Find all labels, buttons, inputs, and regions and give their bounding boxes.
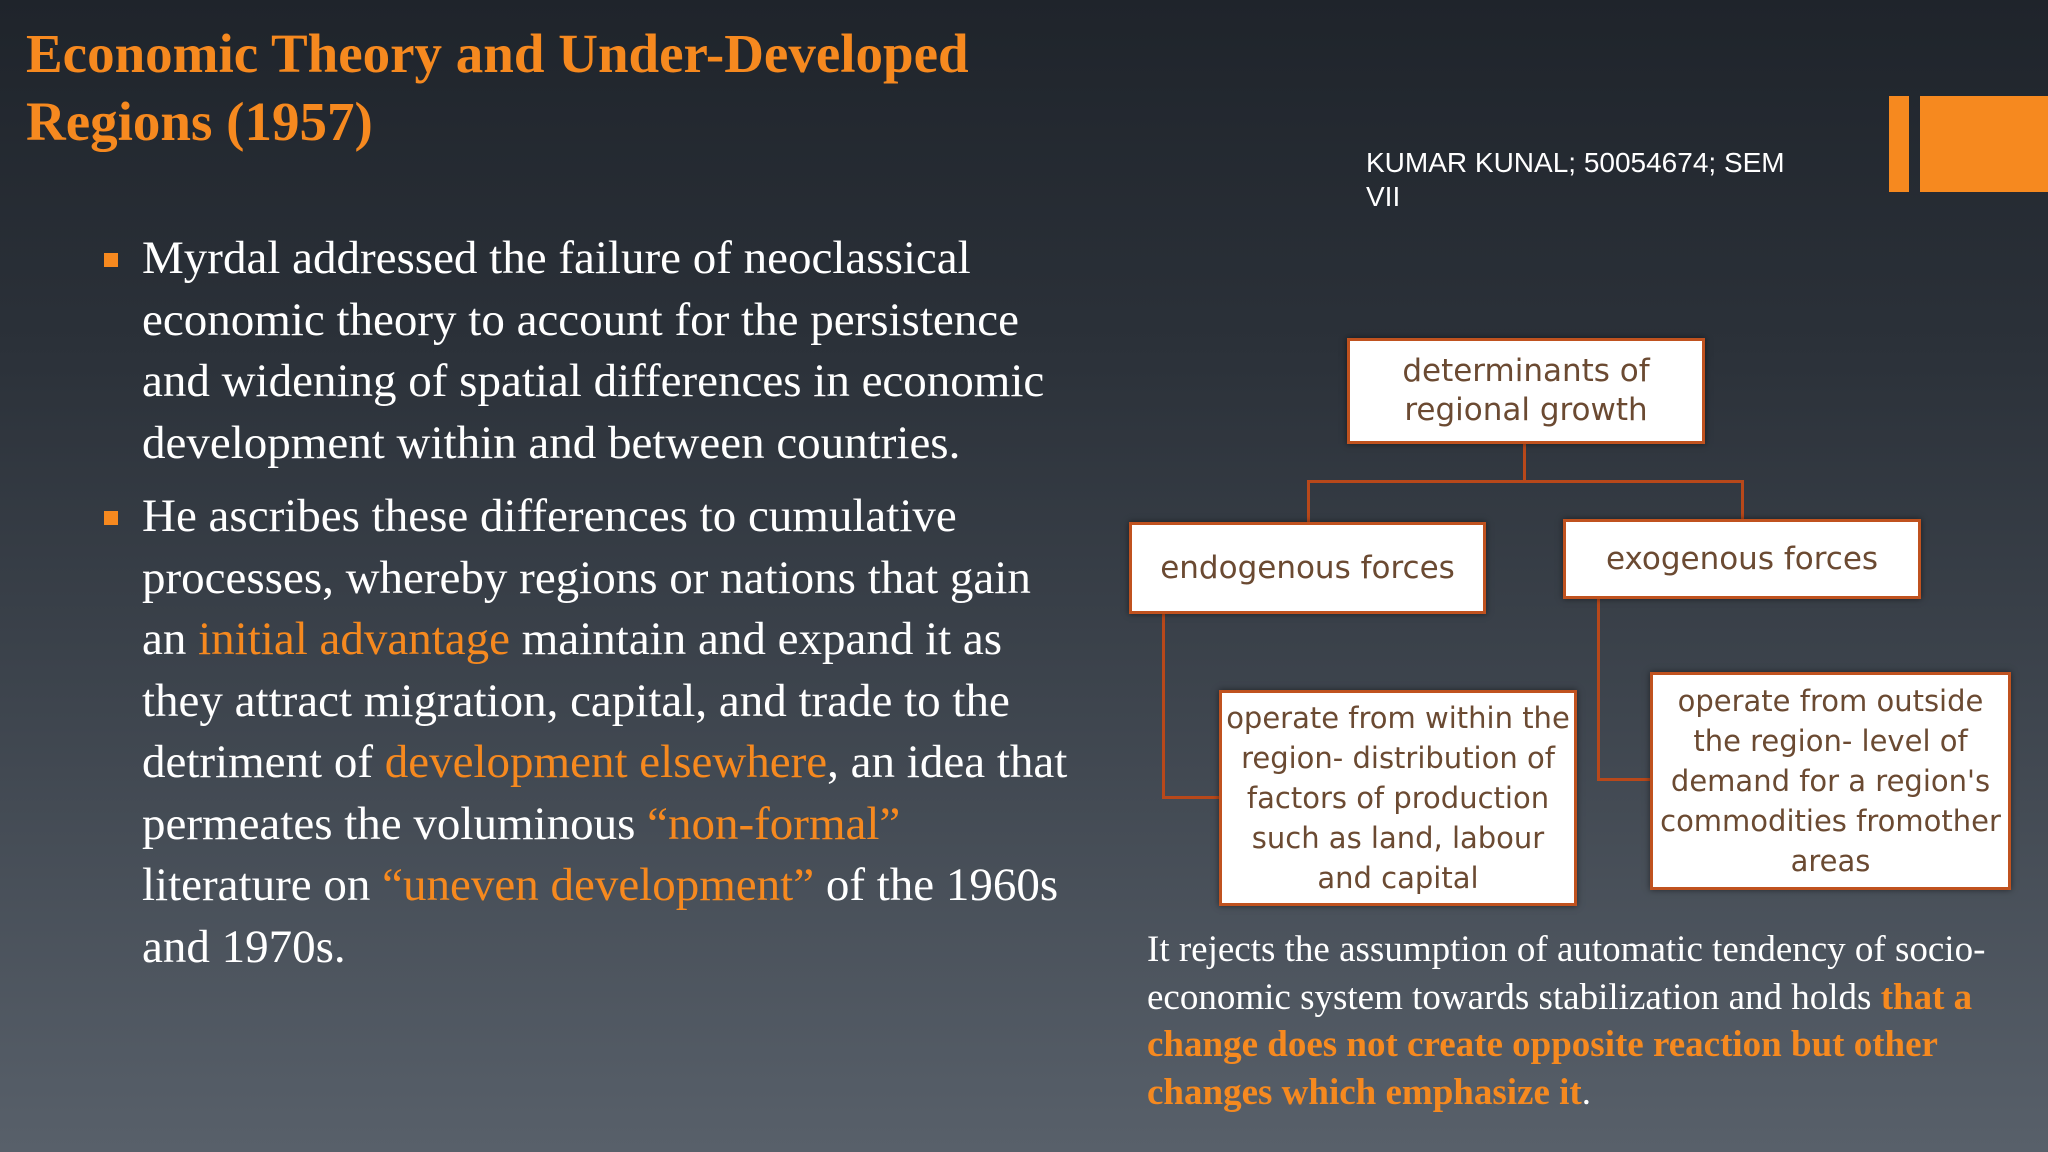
slide-title: Economic Theory and Under-Developed Regions (1957) bbox=[26, 23, 969, 152]
footer-emphasis: that a change does not create opposite reaction but other changes which emphasize it bbox=[1147, 976, 1973, 1113]
diagram-left-child-box bbox=[1219, 690, 1577, 906]
connector-right-child-horizontal bbox=[1597, 778, 1651, 781]
connector-to-right bbox=[1741, 480, 1744, 522]
accent-bar-block bbox=[1920, 96, 2048, 192]
diagram-right-box bbox=[1563, 519, 1921, 599]
highlight-text: “uneven development” bbox=[382, 859, 815, 911]
highlight-text: “non-formal” bbox=[647, 797, 901, 850]
diagram-root-label: determinants of regional growth bbox=[1402, 353, 1650, 428]
diagram-right-label: exogenous forces bbox=[1605, 541, 1879, 577]
bullet-item bbox=[100, 228, 1080, 474]
bullet-text: literature on bbox=[142, 859, 383, 911]
bullet-item bbox=[100, 486, 1080, 978]
bullet-text: Myrdal addressed the failure of neoclassical economic theory to account for the persistence and widening of spatial differences in economic development within and between countries. bbox=[142, 232, 1045, 469]
bullet-text: , an idea that permeates the voluminous bbox=[142, 736, 1068, 850]
highlight-text: development elsewhere bbox=[384, 736, 828, 788]
bullet-text: maintain and expand it as they attract migration, capital, and trade to the detriment of bbox=[142, 613, 1010, 788]
highlight-text: initial advantage bbox=[198, 613, 511, 665]
connector-left-child-vertical bbox=[1162, 612, 1165, 798]
connector-root-down bbox=[1523, 444, 1526, 482]
footer-text-end: . bbox=[1581, 1071, 1591, 1113]
author-line-1: KUMAR KUNAL; 50054674; SEM bbox=[1366, 147, 1785, 178]
connector-right-child-vertical bbox=[1597, 598, 1600, 780]
accent-bar-thin bbox=[1889, 96, 1909, 192]
diagram-root-box bbox=[1347, 338, 1705, 444]
bullet-list bbox=[100, 228, 1080, 990]
bullet-text: He ascribes these differences to cumulative processes, whereby regions or nations that gain an bbox=[142, 490, 1031, 665]
bullet-text: of the 1960s and 1970s. bbox=[142, 859, 1059, 973]
diagram-left-label: endogenous forces bbox=[1160, 550, 1455, 586]
diagram-right-child-box bbox=[1650, 672, 2011, 890]
diagram-right-child-label: operate from outside the region- level of demand for a region's commodities fromother areas bbox=[1660, 684, 2001, 878]
diagram-left-child-label: operate from within the region- distribution of factors of production such as land, labour and capital bbox=[1226, 701, 1570, 895]
author-line-2: VII bbox=[1366, 181, 1401, 212]
connector-left-child-horizontal bbox=[1162, 796, 1220, 799]
connector-horizontal bbox=[1307, 480, 1744, 483]
square-bullet-icon bbox=[104, 253, 118, 267]
author-label bbox=[1366, 146, 1806, 214]
footer-text: It rejects the assumption of automatic tendency of socio-economic system towards stabilization and holds bbox=[1147, 929, 1986, 1018]
diagram-left-box bbox=[1129, 522, 1486, 614]
square-bullet-icon bbox=[104, 511, 118, 525]
connector-to-left bbox=[1307, 480, 1310, 524]
footer-paragraph bbox=[1147, 926, 2027, 1116]
